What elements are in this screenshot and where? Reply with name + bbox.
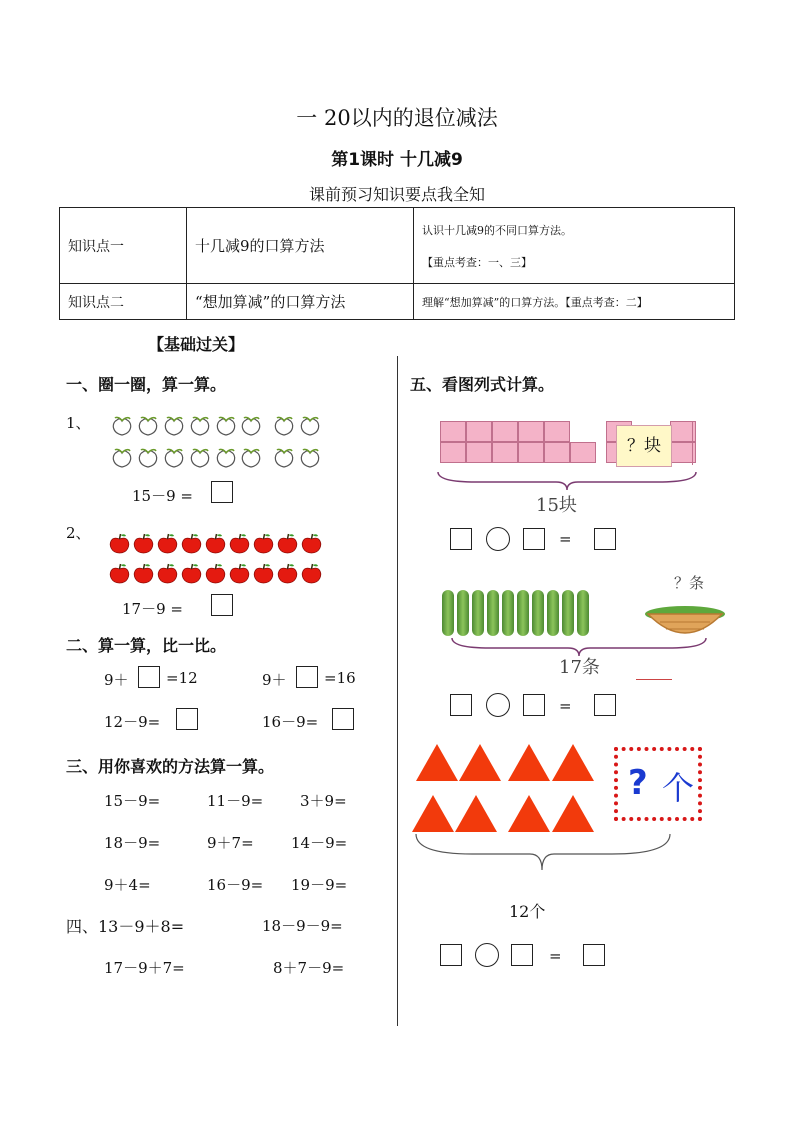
block bbox=[466, 442, 492, 463]
block bbox=[544, 421, 570, 442]
block bbox=[440, 442, 466, 463]
answer-box[interactable] bbox=[450, 694, 472, 716]
triangles-total: 12个 bbox=[509, 902, 546, 921]
peach-icon bbox=[214, 447, 238, 469]
bean-icon bbox=[442, 590, 454, 636]
table-row bbox=[60, 284, 735, 320]
s3-item: 14－9= bbox=[291, 834, 348, 852]
equals-sign: = bbox=[559, 530, 572, 548]
triangle-icon bbox=[552, 795, 594, 832]
s3-item: 9＋7= bbox=[207, 834, 254, 852]
bean-icon bbox=[457, 590, 469, 636]
table-row bbox=[60, 208, 735, 284]
peach-icon bbox=[239, 415, 263, 437]
question-mark: ? bbox=[628, 763, 648, 803]
triangle-icon bbox=[412, 795, 454, 832]
s4-title: 四、13－9＋8= bbox=[66, 917, 185, 936]
section-label: 【基础过关】 bbox=[148, 335, 245, 354]
s1-q2-expr: 17－9 = bbox=[122, 600, 183, 618]
block bbox=[466, 421, 492, 442]
answer-box[interactable] bbox=[583, 944, 605, 966]
answer-box[interactable] bbox=[332, 708, 354, 730]
apple-icon bbox=[300, 562, 323, 584]
s1-q1-expr: 15－9 = bbox=[132, 487, 193, 505]
apple-icon bbox=[108, 562, 131, 584]
block bbox=[492, 442, 518, 463]
s2-item: 16－9= bbox=[262, 713, 319, 731]
bean-icon bbox=[532, 590, 544, 636]
s4-item: 8＋7－9= bbox=[273, 959, 345, 977]
apple-icon bbox=[204, 562, 227, 584]
equals-sign: = bbox=[559, 697, 572, 715]
s4-item: 18－9－9= bbox=[262, 917, 343, 935]
question-frame bbox=[614, 747, 702, 821]
bean-icon bbox=[547, 590, 559, 636]
apple-icon bbox=[276, 532, 299, 554]
apple-icon bbox=[228, 562, 251, 584]
kp-name: 知识点一 bbox=[60, 208, 187, 284]
block bbox=[492, 421, 518, 442]
block bbox=[570, 442, 596, 463]
peach-icon bbox=[298, 415, 322, 437]
s4-item: 17－9＋7= bbox=[104, 959, 185, 977]
triangle-icon bbox=[552, 744, 594, 781]
s2-item: 9＋ bbox=[104, 671, 129, 689]
s2-item: 12－9= bbox=[104, 713, 161, 731]
apple-icon bbox=[228, 532, 251, 554]
s1-q2-num: 2、 bbox=[66, 524, 91, 542]
block bbox=[440, 421, 466, 442]
triangle-icon bbox=[508, 744, 550, 781]
bean-icon bbox=[517, 590, 529, 636]
operator-circle[interactable] bbox=[486, 693, 510, 717]
block-edge bbox=[692, 421, 693, 465]
peach-icon bbox=[272, 415, 296, 437]
s3-item: 3＋9= bbox=[300, 792, 347, 810]
triangle-icon bbox=[455, 795, 497, 832]
answer-box[interactable] bbox=[440, 944, 462, 966]
knowledge-table bbox=[59, 207, 735, 320]
triangles-brace bbox=[412, 832, 674, 874]
s1-title: 一、圈一圈，算一算。 bbox=[66, 375, 227, 394]
peach-icon bbox=[136, 447, 160, 469]
answer-box[interactable] bbox=[511, 944, 533, 966]
answer-box[interactable] bbox=[523, 694, 545, 716]
answer-box[interactable] bbox=[138, 666, 160, 688]
kp-topic: “想加算减”的口算方法 bbox=[187, 284, 414, 320]
operator-circle[interactable] bbox=[475, 943, 499, 967]
block bbox=[518, 442, 544, 463]
s3-title: 三、用你喜欢的方法算一算。 bbox=[66, 757, 275, 776]
apple-icon bbox=[252, 562, 275, 584]
apple-icon bbox=[204, 532, 227, 554]
s3-item: 15－9= bbox=[104, 792, 161, 810]
underline-mark bbox=[636, 679, 672, 680]
beans-total: 17条 bbox=[559, 657, 600, 678]
s2-item: =16 bbox=[324, 669, 356, 687]
answer-box[interactable] bbox=[523, 528, 545, 550]
apple-icon bbox=[156, 562, 179, 584]
s2-title: 二、算一算，比一比。 bbox=[66, 636, 227, 655]
chapter-title: 一 20以内的退位减法 bbox=[296, 106, 498, 130]
s3-item: 16－9= bbox=[207, 876, 264, 894]
s3-item: 19－9= bbox=[291, 876, 348, 894]
apple-icon bbox=[108, 532, 131, 554]
answer-box[interactable] bbox=[176, 708, 198, 730]
s2-item: 9＋ bbox=[262, 671, 287, 689]
apple-icon bbox=[132, 532, 155, 554]
preview-subtitle: 课前预习知识要点我全知 bbox=[308, 185, 485, 204]
apple-icon bbox=[300, 532, 323, 554]
s2-item: =12 bbox=[166, 669, 198, 687]
s5-title: 五、看图列式计算。 bbox=[410, 375, 555, 394]
peach-icon bbox=[162, 447, 186, 469]
apple-icon bbox=[276, 562, 299, 584]
bean-icon bbox=[472, 590, 484, 636]
block bbox=[518, 421, 544, 442]
peach-icon bbox=[136, 415, 160, 437]
s3-item: 18－9= bbox=[104, 834, 161, 852]
bean-icon bbox=[487, 590, 499, 636]
peach-icon bbox=[272, 447, 296, 469]
apple-icon bbox=[252, 532, 275, 554]
blocks-brace bbox=[436, 470, 698, 492]
kp-desc: 理解“想加算减”的口算方法。【重点考查：二】 bbox=[414, 284, 735, 320]
block bbox=[544, 442, 570, 463]
apple-icon bbox=[156, 532, 179, 554]
answer-box[interactable] bbox=[594, 694, 616, 716]
blocks-total: 15块 bbox=[536, 495, 577, 516]
peach-icon bbox=[188, 447, 212, 469]
apple-icon bbox=[180, 562, 203, 584]
s3-item: 11－9= bbox=[207, 792, 264, 810]
answer-box[interactable] bbox=[594, 528, 616, 550]
basket-icon bbox=[640, 592, 730, 642]
answer-box[interactable] bbox=[450, 528, 472, 550]
answer-box[interactable] bbox=[296, 666, 318, 688]
operator-circle[interactable] bbox=[486, 527, 510, 551]
peach-icon bbox=[162, 415, 186, 437]
peach-icon bbox=[110, 447, 134, 469]
s3-item: 9＋4= bbox=[104, 876, 151, 894]
equals-sign: = bbox=[549, 947, 562, 965]
bean-icon bbox=[577, 590, 589, 636]
kp-note: 【重点考查：一、三】 bbox=[422, 255, 532, 269]
lesson-title: 第1课时 十几减9 bbox=[331, 150, 463, 170]
peach-icon bbox=[214, 415, 238, 437]
blocks-question-label: ？块 bbox=[616, 425, 672, 467]
triangle-icon bbox=[416, 744, 458, 781]
kp-desc-cell bbox=[414, 208, 735, 284]
bean-icon bbox=[562, 590, 574, 636]
apple-icon bbox=[180, 532, 203, 554]
triangle-icon bbox=[459, 744, 501, 781]
beans-question-label: ？条 bbox=[674, 574, 705, 592]
peach-icon bbox=[110, 415, 134, 437]
unit-label: 个 bbox=[662, 769, 695, 807]
kp-name: 知识点二 bbox=[60, 284, 187, 320]
s1-q1-num: 1、 bbox=[66, 414, 91, 432]
apple-icon bbox=[132, 562, 155, 584]
kp-desc: 认识十几减9的不同口算方法。 bbox=[422, 223, 572, 237]
column-divider bbox=[397, 356, 398, 1026]
answer-box[interactable] bbox=[211, 594, 233, 616]
peach-icon bbox=[239, 447, 263, 469]
bean-icon bbox=[502, 590, 514, 636]
peach-icon bbox=[298, 447, 322, 469]
kp-topic: 十几减9的口算方法 bbox=[187, 208, 414, 284]
peach-icon bbox=[188, 415, 212, 437]
triangle-icon bbox=[508, 795, 550, 832]
answer-box[interactable] bbox=[211, 481, 233, 503]
